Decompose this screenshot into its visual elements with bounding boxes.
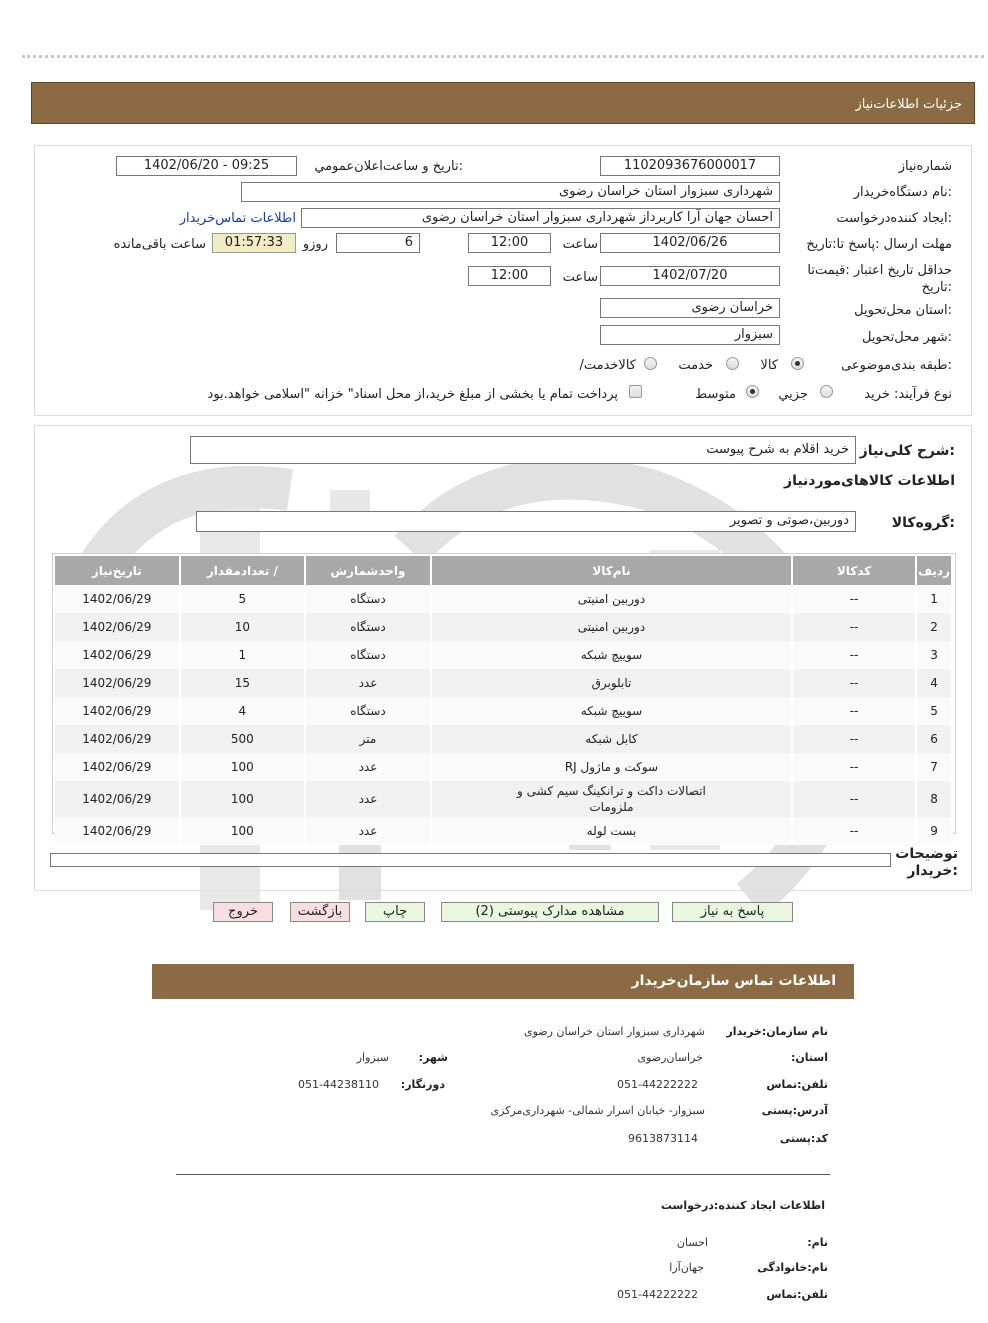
item-name: سوییچ شبکه: [431, 697, 792, 725]
category-option-both: /کالاخدمت: [579, 358, 636, 373]
creator-name-label: :نام: [807, 1236, 828, 1249]
back-button[interactable]: بازگشت: [290, 902, 350, 922]
contact-address-value: سبزوار- خیابان اسرار شمالی- شهرداری‌مرکزی: [490, 1104, 705, 1117]
top-divider: [22, 55, 984, 58]
city-field: سبزوار: [600, 325, 780, 345]
items-table: [55, 556, 953, 845]
contact-org-label: نام سازمان:خریدار: [726, 1025, 828, 1038]
row-index: 4: [916, 669, 952, 697]
process-option-medium: متوسط: [695, 387, 736, 402]
item-code: --: [792, 613, 916, 641]
row-index: 9: [916, 817, 952, 845]
remaining-label: ساعت باقی‌مانده: [113, 237, 206, 252]
buyer-contact-link[interactable]: اطلاعات تماس‌خریدار: [179, 211, 296, 226]
col-row: ردیف: [916, 556, 952, 585]
item-qty: 100: [180, 817, 305, 845]
creator-field: احسان جهان آرا کاربرداز شهرداری سبزوار استان خراسان رضوی: [301, 208, 780, 228]
item-code: --: [792, 641, 916, 669]
province-field: خراسان رضوی: [600, 298, 780, 318]
category-radio-goods[interactable]: [791, 357, 804, 370]
deadline-time-field: 12:00: [468, 233, 551, 253]
contact-city-label: :شهر: [418, 1051, 448, 1064]
contact-header: [152, 964, 854, 999]
col-name: نام‌کالا: [431, 556, 792, 585]
item-date: 1402/06/29: [55, 585, 180, 613]
need-number-label: شماره‌نیاز: [898, 159, 952, 174]
process-radio-medium[interactable]: [746, 385, 759, 398]
exit-button[interactable]: خروج: [213, 902, 273, 922]
item-date: 1402/06/29: [55, 641, 180, 669]
item-qty: 500: [180, 725, 305, 753]
contact-fax-label: :دورنگار: [400, 1078, 445, 1091]
item-name: سوییچ شبکه: [431, 641, 792, 669]
item-qty: 100: [180, 753, 305, 781]
deadline-time-label: ساعت: [562, 237, 598, 252]
item-date: 1402/06/29: [55, 725, 180, 753]
buyer-field: شهرداری سبزوار استان خراسان رضوی: [241, 182, 780, 202]
item-date: 1402/06/29: [55, 613, 180, 641]
contact-title: اطلاعات تماس سازمان‌خریدار: [631, 973, 836, 989]
contact-fax-value: 051-44238110: [298, 1078, 379, 1091]
process-radio-small[interactable]: [820, 385, 833, 398]
col-unit: واحدشمارش: [305, 556, 431, 585]
need-summary-field: خرید اقلام به شرح پیوست: [190, 436, 856, 464]
creator-name-value: احسان: [676, 1236, 708, 1249]
item-date: 1402/06/29: [55, 753, 180, 781]
item-unit: دستگاه: [305, 613, 431, 641]
contact-org-value: شهرداری سبزوار استان خراسان رضوی: [523, 1025, 705, 1038]
item-code: --: [792, 753, 916, 781]
contact-divider: [176, 1174, 830, 1175]
item-code: --: [792, 817, 916, 845]
table-row: [55, 641, 952, 669]
items-table-header: [55, 556, 952, 585]
process-label: نوع فرآیند: خرید: [864, 387, 952, 402]
days-field: 6: [336, 233, 420, 253]
item-name: تابلوبرق: [431, 669, 792, 697]
item-name: دوربین امنیتی: [431, 585, 792, 613]
creator-family-label: نام:خانوادگی: [757, 1261, 828, 1274]
row-index: 1: [916, 585, 952, 613]
item-name: سوکت و ماژول RJ: [431, 753, 792, 781]
category-option-goods: کالا: [760, 358, 778, 373]
goods-group-label: گروه‌کالا:: [891, 515, 955, 531]
need-number-field: 1102093676000017: [600, 156, 780, 176]
row-index: 3: [916, 641, 952, 669]
item-qty: 4: [180, 697, 305, 725]
treasury-payment-checkbox[interactable]: [629, 385, 642, 398]
item-unit: دستگاه: [305, 641, 431, 669]
creator-info-title: اطلاعات ایجاد کننده:درخواست: [660, 1199, 825, 1212]
item-name: بست لوله: [431, 817, 792, 845]
item-code: --: [792, 781, 916, 817]
col-date: تاریخ‌نیاز: [55, 556, 180, 585]
validity-date-field: 1402/07/20: [600, 266, 780, 286]
validity-time-field: 12:00: [468, 266, 551, 286]
category-radio-service[interactable]: [726, 357, 739, 370]
table-row: [55, 613, 952, 641]
item-qty: 10: [180, 613, 305, 641]
item-name: دوربین امنیتی: [431, 613, 792, 641]
deadline-label: مهلت ارسال :پاسخ تا:تاریخ: [806, 237, 952, 252]
item-date: 1402/06/29: [55, 817, 180, 845]
validity-label: حداقل تاریخ اعتبار :قیمت‌تا تاریخ:: [807, 263, 952, 295]
item-date: 1402/06/29: [55, 697, 180, 725]
need-summary-label: شرح کلی‌نیاز:: [859, 443, 955, 459]
row-index: 8: [916, 781, 952, 817]
province-label: استان محل‌تحویل:: [854, 303, 952, 318]
creator-phone-label: تلفن:تماس: [766, 1288, 828, 1301]
buyer-notes-field: [50, 853, 891, 867]
item-code: --: [792, 585, 916, 613]
table-row: [55, 781, 952, 817]
items-table-body: [55, 585, 952, 845]
col-code: کدکالا: [792, 556, 916, 585]
col-qty: / تعدادمقدار: [180, 556, 305, 585]
item-date: 1402/06/29: [55, 669, 180, 697]
buyer-label: نام دستگاه‌خریدار:: [853, 185, 952, 200]
goods-info-title: اطلاعات کالاهای‌موردنیاز: [784, 473, 955, 489]
item-unit: دستگاه: [305, 585, 431, 613]
item-unit: عدد: [305, 817, 431, 845]
page-title: جزئیات اطلاعات‌نیاز: [855, 97, 962, 112]
category-option-service: خدمت: [678, 358, 713, 373]
item-code: --: [792, 697, 916, 725]
category-label: طبقه بندی‌موضوعی:: [841, 358, 952, 373]
contact-province-value: خراسان‌رضوی: [637, 1051, 703, 1064]
creator-label: ایجاد کننده‌درخواست:: [836, 211, 952, 226]
announce-field: 1402/06/20 - 09:25: [116, 156, 297, 176]
table-row: [55, 697, 952, 725]
deadline-date-field: 1402/06/26: [600, 233, 780, 253]
contact-postal-value: 9613873114: [628, 1132, 698, 1145]
category-radio-both[interactable]: [644, 357, 657, 370]
creator-phone-value: 051-44222222: [617, 1288, 698, 1301]
table-row: [55, 585, 952, 613]
announce-label: تاریخ و ساعت‌اعلان‌عمومي:: [314, 159, 463, 174]
item-qty: 15: [180, 669, 305, 697]
view-attachments-button[interactable]: مشاهده مدارک پیوستی (2): [441, 902, 659, 922]
row-index: 2: [916, 613, 952, 641]
contact-phone-label: تلفن:تماس: [766, 1078, 828, 1091]
item-unit: عدد: [305, 753, 431, 781]
item-qty: 5: [180, 585, 305, 613]
treasury-payment-note: پرداخت تمام یا بخشی از مبلغ خرید،از محل اسناد" خزانه "اسلامی خواهد.بود: [207, 387, 618, 402]
table-row: [55, 725, 952, 753]
item-name: اتصالات داکت و ترانکینگ سیم کشی و ملزومات: [431, 781, 792, 817]
goods-group-field: دوربین،صوتی و تصویر: [196, 511, 856, 532]
table-row: [55, 669, 952, 697]
contact-postal-label: کد:پستی: [779, 1132, 828, 1145]
remaining-timer: 01:57:33: [212, 233, 296, 253]
item-code: --: [792, 725, 916, 753]
reply-button[interactable]: پاسخ به نیاز: [672, 902, 793, 922]
contact-phone-value: 051-44222222: [617, 1078, 698, 1091]
table-row: [55, 753, 952, 781]
item-unit: عدد: [305, 669, 431, 697]
item-code: --: [792, 669, 916, 697]
item-unit: دستگاه: [305, 697, 431, 725]
row-index: 5: [916, 697, 952, 725]
page-header: [31, 82, 975, 124]
item-qty: 100: [180, 781, 305, 817]
contact-city-value: سبزوار: [356, 1051, 389, 1064]
days-label: روزو: [302, 237, 328, 252]
buyer-notes-label: توضیحات :خریدار: [895, 846, 958, 879]
creator-family-value: جهان‌آرا: [669, 1261, 704, 1274]
process-option-small: جزيي: [778, 387, 808, 402]
table-row: [55, 817, 952, 845]
print-button[interactable]: چاپ: [365, 902, 425, 922]
row-index: 6: [916, 725, 952, 753]
row-index: 7: [916, 753, 952, 781]
item-name: کابل شبکه: [431, 725, 792, 753]
contact-address-label: آدرس:پستی: [761, 1104, 828, 1117]
item-date: 1402/06/29: [55, 781, 180, 817]
item-unit: عدد: [305, 781, 431, 817]
city-label: شهر محل‌تحویل:: [862, 330, 952, 345]
validity-time-label: ساعت: [562, 270, 598, 285]
item-unit: متر: [305, 725, 431, 753]
item-qty: 1: [180, 641, 305, 669]
contact-province-label: :استان: [790, 1051, 828, 1064]
